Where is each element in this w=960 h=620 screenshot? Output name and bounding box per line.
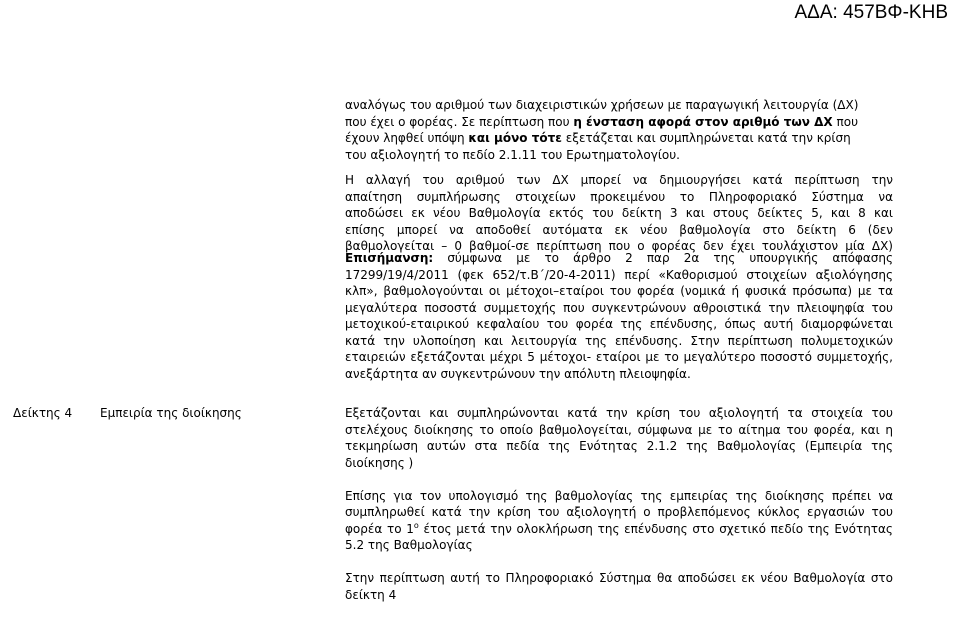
row-criterion-name: Εμπειρία της διοίκησης (100, 406, 242, 420)
text-line: βαθμολογείται – 0 βαθμοί-σε περίπτωση που ο φορέας δεν έχει τουλάχιστον μία ΔΧ) (345, 239, 893, 253)
bold-text: και μόνο τότε (468, 131, 562, 145)
note-text (345, 250, 893, 382)
text-line: απαίτηση συμπλήρωσης στοιχείων προκειμένου το Πληροφοριακό Σύστημα να (345, 189, 893, 204)
row-paragraph: Εξετάζονται και συμπληρώνονται κατά την κρίση του αξιολογητή τα στοιχεία του στελέχους διοίκησης το οποίο βαθμολογείται, σύμφωνα με το αίτημα του φορέα, και η τεκμηρίωση αυτών στα πεδία της Ενότητας 2.1.2 της Βαθμολογίας (Εμπειρία της διοίκησης ) (345, 406, 893, 470)
text-run: εξετάζεται και συμπληρώνεται κατά την κρίση (561, 131, 851, 145)
text-line (345, 114, 893, 131)
superscript: ο (413, 520, 419, 530)
text-line: αποδώσει εκ νέου Βαθμολογία εκτός του δείκτη 3 και στους δείκτες 5, και 8 και (345, 206, 893, 220)
note-body: σύμφωνα με το άρθρο 2 παρ 2α της υπουργικής απόφασης 17299/19/4/2011 (φεκ 652/τ.Β΄/20-4-2011) περί «Καθορισμού στοιχείων αξιολόγησης κλπ», βαθμολογούνται οι μέτοχοι–εταίροι του φορέα (νομικά ή φυσικά πρόσωπα) με τα μεγαλύτερα ποσοστά συμμετοχής που συγκεντρώνουν αθροιστικά την πλειοψηφία του μετοχικού-εταιρικού κεφαλαίου του φορέα της επένδυσης, όπως αυτή διαμορφώνεται κατά την υλοποίηση και λειτουργία της επένδυσης. Στην περίπτωση πολυμετοχικών εταιρειών εξετάζονται μέχρι 5 μέτοχοι- εταίροι με το μεγαλύτερο ποσοστό συμμετοχής, ανεξάρτητα αν συγκεντρώνουν την απόλυτη πλειοψηφία. (345, 251, 893, 381)
row-paragraph: Στην περίπτωση αυτή το Πληροφοριακό Σύστημα θα αποδώσει εκ νέου Βαθμολογία στο δείκτη 4 (345, 571, 893, 602)
note-label: Επισήμανση: (345, 251, 434, 265)
text-run: που έχει ο φορέας. Σε περίπτωση που (345, 114, 574, 129)
ada-identifier: ΑΔΑ: 457ΒΦ-ΚΗΒ (794, 2, 948, 23)
text-line: αναλόγως του αριθμού των διαχειριστικών χρήσεων με παραγωγική λειτουργία (ΔΧ) (345, 98, 859, 112)
row-description (345, 405, 893, 620)
text-run: που (832, 114, 859, 129)
text-run: έτος μετά την ολοκλήρωση της επένδυσης στο σχετικό πεδίο της Ενότητας 5.2 της Βαθμολογίας (345, 521, 893, 552)
bold-text: η ένσταση αφορά στον αριθμό των ΔΧ (573, 114, 833, 129)
paragraph-dx-count (345, 97, 893, 163)
row-paragraph (345, 488, 893, 554)
text-run: έχουν ληφθεί υπόψη (345, 131, 469, 145)
text-line: του αξιολογητή το πεδίο 2.1.11 του Ερωτηματολογίου. (345, 147, 680, 162)
text-line (345, 130, 893, 147)
paragraph-dx-change (345, 172, 893, 255)
text-run: Επίσης για τον υπολογισμό της βαθμολογίας της εμπειρίας της διοίκησης πρέπει να συμπληρωθεί κατά την κρίση του αξιολογητή ο προβλεπόμενος κύκλος εργασιών του φορέα το 1 (345, 488, 893, 536)
row-index-label: Δείκτης 4 (13, 406, 73, 420)
text-line: επίσης μπορεί να αποδοθεί αυτόματα εκ νέου βαθμολογία στο δείκτη 6 (δεν (345, 222, 893, 237)
text-line: Η αλλαγή του αριθμού των ΔΧ μπορεί να δημιουργήσει κατά περίπτωση την (345, 173, 893, 187)
paragraph-note (345, 250, 893, 382)
